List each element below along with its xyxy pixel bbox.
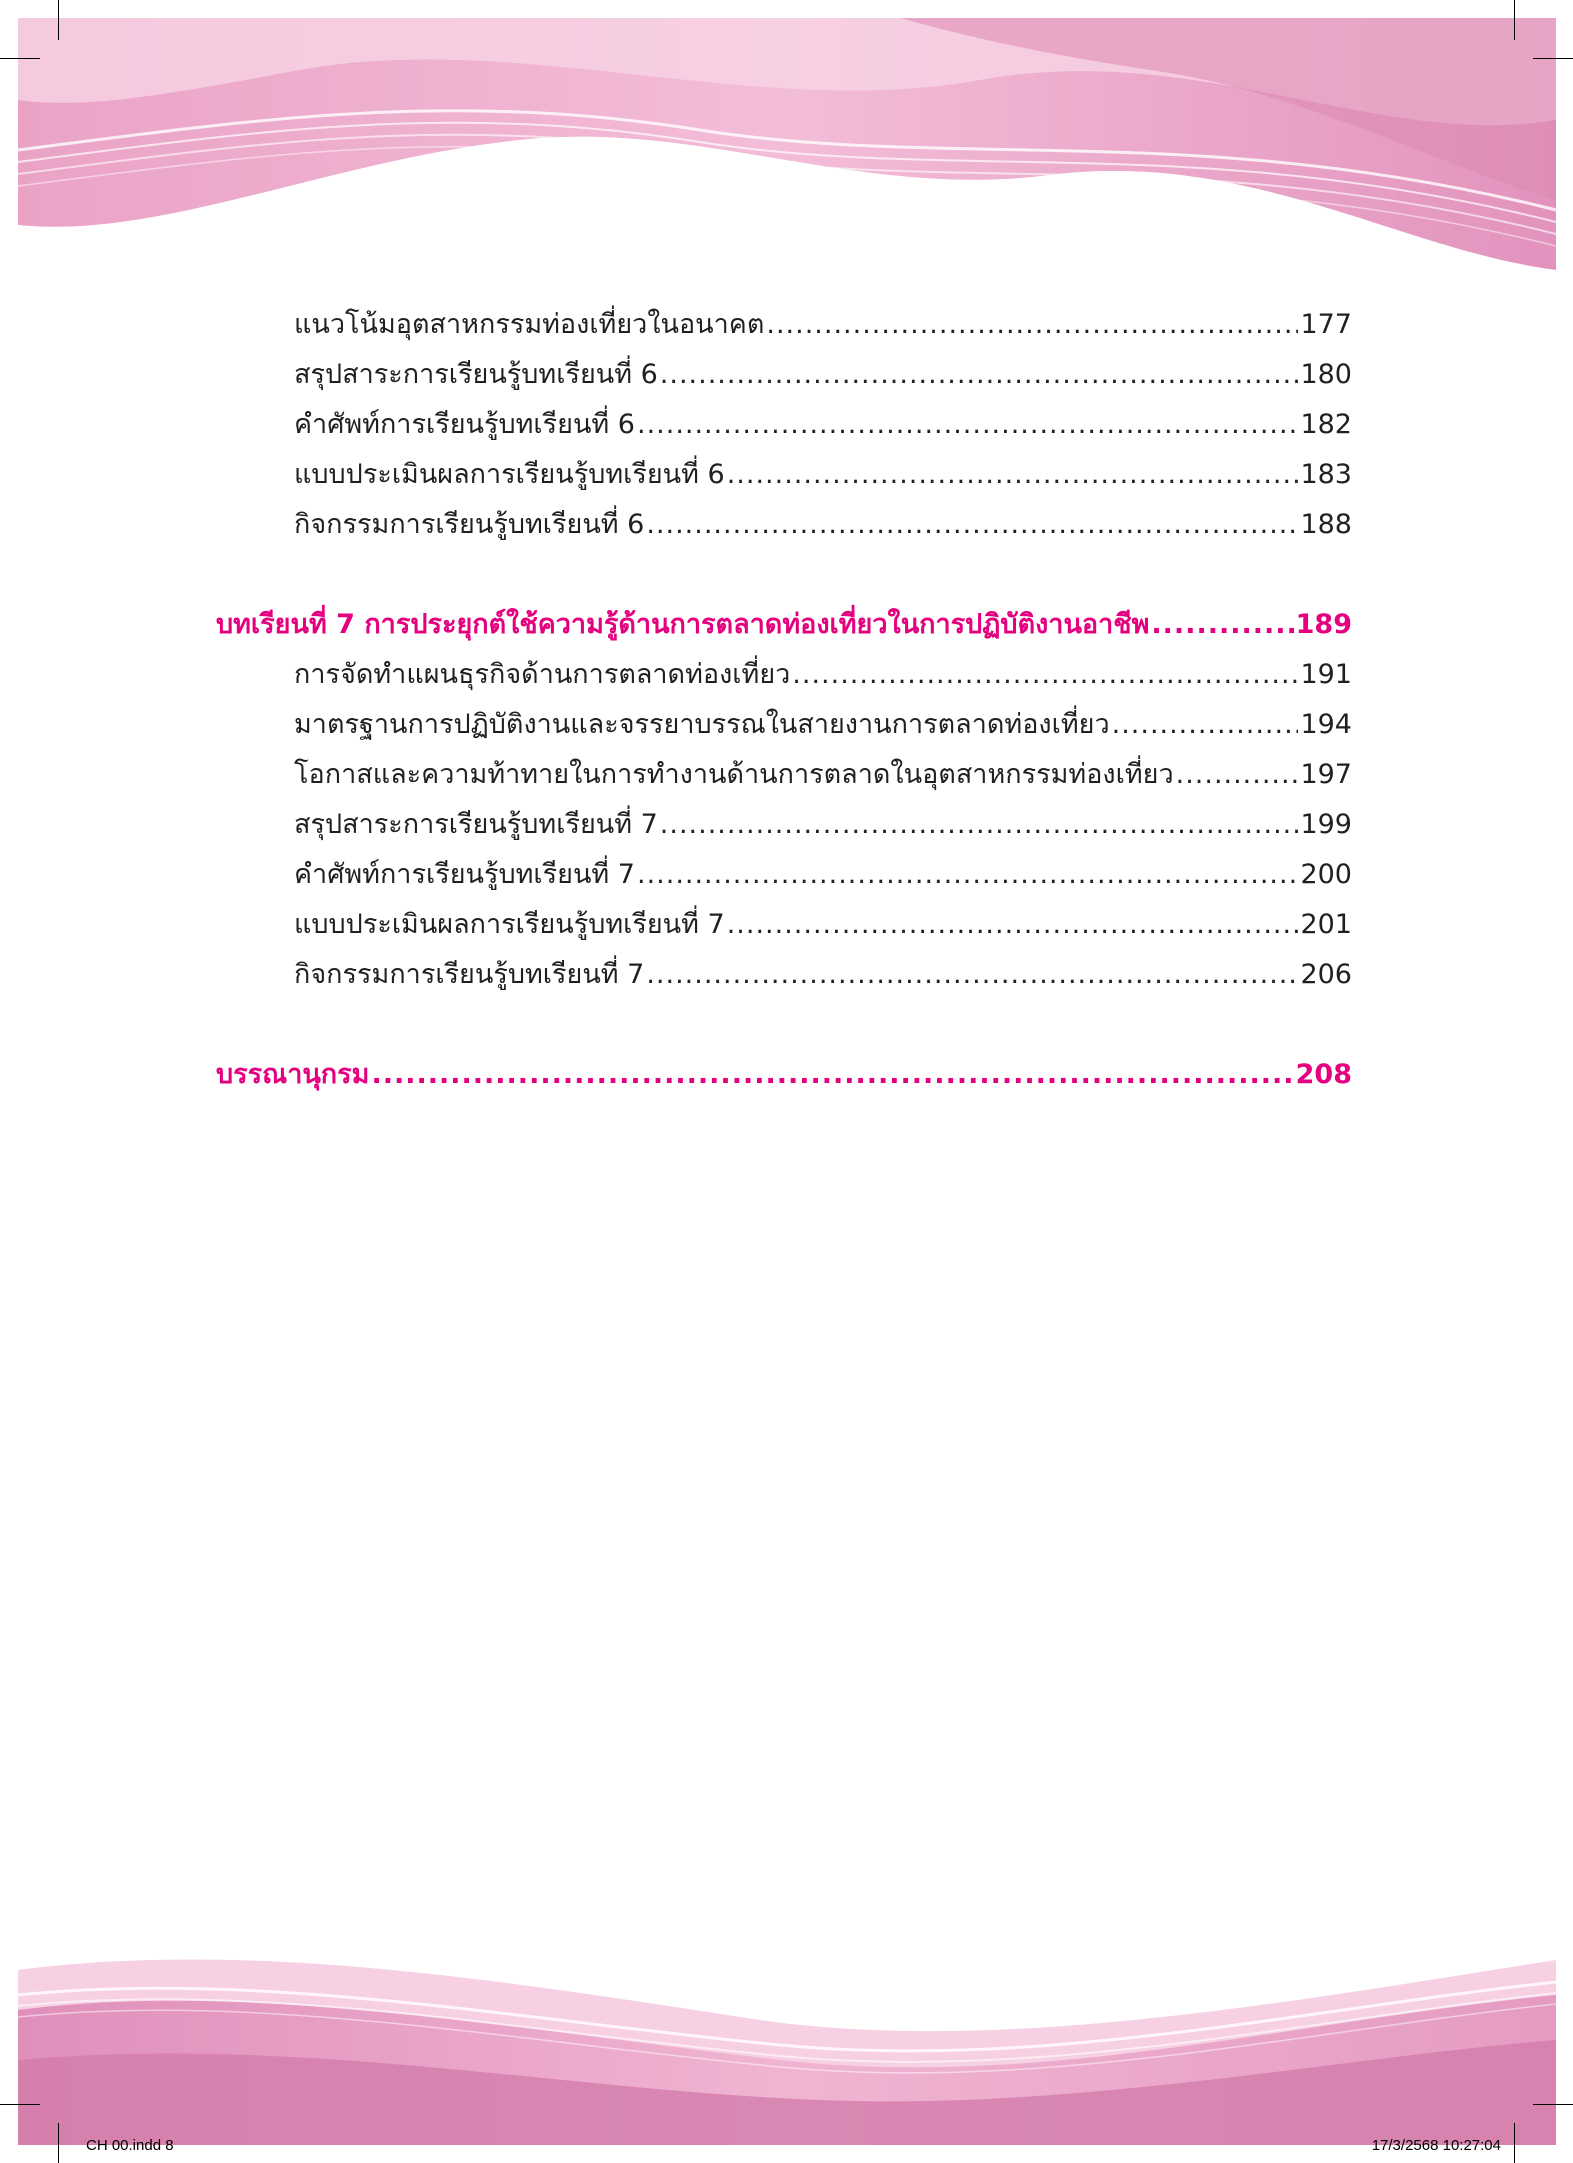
toc-entry-title: สรุปสาระการเรียนรู้บทเรียนที่ 6 [294,359,658,390]
toc-entry [294,952,1352,995]
toc-entry-title: แบบประเมินผลการเรียนรู้บทเรียนที่ 7 [294,909,725,940]
leader-dots [727,459,1299,490]
toc-entry [294,502,1352,545]
leader-dots [792,659,1298,690]
toc-entry [294,852,1352,895]
toc-entry-page: 191 [1300,659,1352,690]
leader-dots [646,509,1298,540]
crop-mark [0,2104,40,2105]
bottom-decorative-band [0,1940,1573,2163]
toc-entry-title: แนวโน้มอุตสาหกรรมท่องเที่ยวในอนาคต [294,309,765,340]
toc-entry-page: 183 [1300,459,1352,490]
toc-entry [294,352,1352,395]
leader-dots [371,1059,1293,1090]
toc-entry [294,452,1352,495]
leader-dots [1112,709,1299,740]
chapter-heading [216,602,1352,645]
toc-entry-title: กิจกรรมการเรียนรู้บทเรียนที่ 6 [294,509,645,540]
crop-mark [1514,0,1515,40]
bibliography-title: บรรณานุกรม [216,1059,370,1090]
toc-entry [294,902,1352,945]
toc-entry [294,802,1352,845]
chapter-page: 189 [1295,609,1352,640]
toc-entry-title: การจัดทำแผนธุรกิจด้านการตลาดท่องเที่ยว [294,659,791,690]
crop-mark [1533,2104,1573,2105]
toc-entry-title: คำศัพท์การเรียนรู้บทเรียนที่ 6 [294,409,635,440]
leader-dots [637,409,1298,440]
toc-entry [294,702,1352,745]
crop-mark [1533,58,1573,59]
crop-mark [58,0,59,40]
bibliography-heading [216,1052,1352,1095]
leader-dots [660,359,1299,390]
toc-entry-title: คำศัพท์การเรียนรู้บทเรียนที่ 7 [294,859,635,890]
top-decorative-band [0,0,1573,290]
toc-entry-title: กิจกรรมการเรียนรู้บทเรียนที่ 7 [294,959,645,990]
toc-entry-title: มาตรฐานการปฏิบัติงานและจรรยาบรรณในสายงานการตลาดท่องเที่ยว [294,709,1110,740]
toc-entry-page: 182 [1300,409,1352,440]
toc-entry [294,402,1352,445]
toc-entry [294,302,1352,345]
leader-dots [1176,759,1299,790]
toc-entry-page: 206 [1300,959,1352,990]
toc-entry-page: 200 [1300,859,1352,890]
leader-dots [660,809,1299,840]
toc-entry [294,652,1352,695]
toc-entry [294,752,1352,795]
toc-entry-title: สรุปสาระการเรียนรู้บทเรียนที่ 7 [294,809,658,840]
leader-dots [1151,609,1293,640]
toc-entry-page: 177 [1300,309,1352,340]
toc-entry-page: 197 [1300,759,1352,790]
toc-entry-page: 180 [1300,359,1352,390]
crop-mark [58,2123,59,2163]
slug-file-info: CH 00.indd 8 [86,2137,174,2154]
toc-entry-page: 188 [1300,509,1352,540]
toc-entry-title: โอกาสและความท้าทายในการทำงานด้านการตลาดในอุตสาหกรรมท่องเที่ยว [294,759,1174,790]
bibliography-page: 208 [1295,1059,1352,1090]
toc-entry-page: 194 [1300,709,1352,740]
leader-dots [766,309,1298,340]
chapter-title: บทเรียนที่ 7 การประยุกต์ใช้ความรู้ด้านการตลาดท่องเที่ยวในการปฏิบัติงานอาชีพ [216,609,1150,640]
leader-dots [637,859,1298,890]
toc-entry-title: แบบประเมินผลการเรียนรู้บทเรียนที่ 6 [294,459,725,490]
toc-entry-page: 201 [1300,909,1352,940]
toc-entry-page: 199 [1300,809,1352,840]
leader-dots [646,959,1298,990]
leader-dots [727,909,1299,940]
crop-mark [0,58,40,59]
slug-timestamp: 17/3/2568 10:27:04 [1371,2137,1501,2154]
crop-mark [1514,2123,1515,2163]
